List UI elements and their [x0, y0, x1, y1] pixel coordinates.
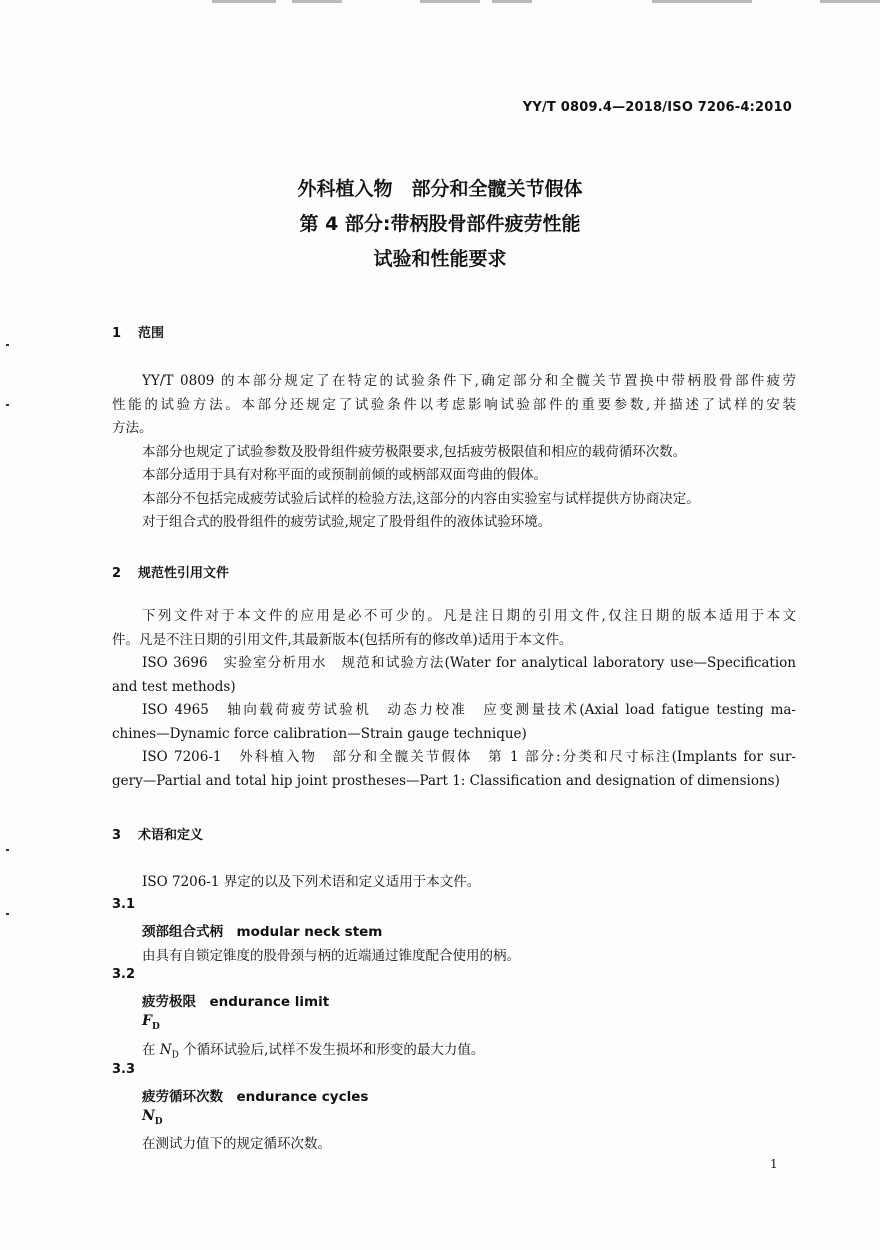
variable: N	[159, 1042, 172, 1058]
section-heading-normative-references	[112, 562, 229, 581]
symbol-main: N	[142, 1108, 155, 1124]
scan-mark	[6, 913, 9, 915]
paragraph-line: YY/T 0809 的本部分规定了在特定的试验条件下,确定部分和全髋关节置换中带柄股骨部件疲劳	[142, 373, 796, 389]
section-number: 3	[112, 828, 122, 843]
term-symbol	[142, 1108, 163, 1127]
term-name: 疲劳极限 endurance limit	[142, 994, 330, 1010]
paragraph-line: 性能的试验方法。本部分还规定了试验条件以考虑影响试验部件的重要参数,并描述了试样的安装	[112, 396, 796, 413]
section-title: 规范性引用文件	[138, 566, 230, 581]
symbol-subscript: D	[154, 1116, 163, 1127]
section-number: 2	[112, 566, 122, 581]
paragraph: 本部分适用于具有对称平面的或预制前倾的或柄部双面弯曲的假体。	[142, 467, 547, 483]
title-line: 第 4 部分:带柄股骨部件疲劳性能	[299, 213, 581, 235]
term-name: 颈部组合式柄 modular neck stem	[142, 924, 383, 940]
scan-mark	[6, 404, 9, 406]
section-title: 范围	[138, 326, 165, 341]
term-definition	[142, 1038, 484, 1061]
term-name: 疲劳循环次数 endurance cycles	[142, 1089, 369, 1105]
symbol-main: F	[142, 1013, 152, 1029]
section-heading-scope	[112, 322, 164, 341]
reference-line: ISO 4965 轴向载荷疲劳试验机 动态力校准 应变测量技术(Axial load fatigue testing ma-	[142, 702, 796, 718]
definition-text: 个循环试验后,试样不发生损坏和形变的最大力值。	[178, 1042, 485, 1058]
paragraph: 本部分也规定了试验参数及股骨组件疲劳极限要求,包括疲劳极限值和相应的载荷循环次数。	[142, 443, 687, 460]
section-number: 1	[112, 326, 122, 341]
symbol-subscript: D	[151, 1021, 160, 1032]
reference-line: ISO 7206-1 外科植入物 部分和全髋关节假体 第 1 部分:分类和尺寸标注(Implants for sur-	[142, 749, 796, 765]
section-heading-terms	[112, 824, 203, 843]
paragraph-line: 件。凡是不注日期的引用文件,其最新版本(包括所有的修改单)适用于本文件。	[112, 631, 573, 648]
page-number: 1	[770, 1157, 778, 1171]
reference-line: chines—Dynamic force calibration—Strain gauge technique)	[112, 725, 527, 742]
section-title: 术语和定义	[138, 828, 204, 843]
title-line: 外科植入物 部分和全髋关节假体	[297, 178, 583, 200]
paragraph-line: 方法。	[112, 420, 153, 436]
normative-references-text	[112, 605, 796, 793]
paragraph: 对于组合式的股骨组件的疲劳试验,规定了股骨组件的液体试验环境。	[142, 514, 552, 530]
paragraph-line: 下列文件对于本文件的应用是必不可少的。凡是注日期的引用文件,仅注日期的版本适用于本文	[142, 608, 796, 624]
variable-subscript: D	[171, 1050, 179, 1061]
scan-mark	[6, 344, 9, 346]
scan-mark	[6, 849, 9, 851]
definition-text: 在	[142, 1042, 160, 1058]
term-number: 3.3	[112, 1062, 136, 1077]
paragraph: 本部分不包括完成疲劳试验后试样的检验方法,这部分的内容由实验室与试样提供方协商决定。	[142, 490, 700, 507]
scan-edge	[0, 0, 880, 4]
term-definition: 由具有自锁定锥度的股骨颈与柄的近端通过锥度配合使用的柄。	[142, 948, 520, 964]
term-number: 3.2	[112, 967, 136, 982]
standard-code: YY/T 0809.4—2018/ISO 7206-4:2010	[522, 100, 792, 115]
document-title	[0, 172, 880, 277]
scope-text	[112, 370, 796, 535]
reference-line: ISO 3696 实验室分析用水 规范和试验方法(Water for analytical laboratory use—Specification	[142, 655, 796, 671]
term-number: 3.1	[112, 897, 136, 912]
term-symbol	[142, 1013, 160, 1032]
reference-line: and test methods)	[112, 678, 236, 695]
title-line: 试验和性能要求	[373, 248, 507, 270]
term-definition: 在测试力值下的规定循环次数。	[142, 1136, 331, 1152]
reference-line: gery—Partial and total hip joint prostheses—Part 1: Classification and designation of dimensions)	[112, 772, 780, 789]
terms-intro: ISO 7206-1 界定的以及下列术语和定义适用于本文件。	[142, 874, 481, 890]
